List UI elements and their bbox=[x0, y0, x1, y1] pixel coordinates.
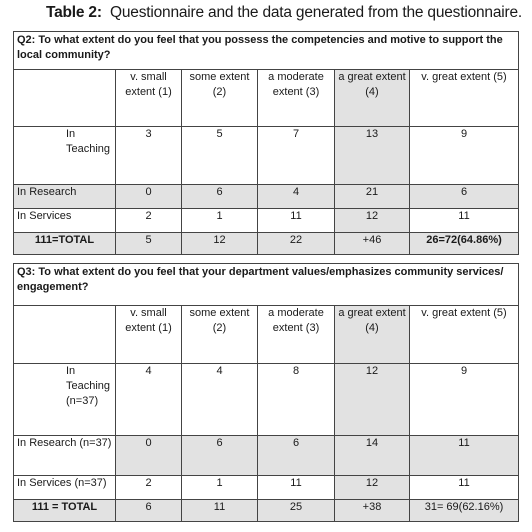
q2-cell: 21 bbox=[335, 185, 410, 209]
q3-row-label: In Services (n=37) bbox=[14, 476, 116, 500]
q3-cell: 8 bbox=[258, 364, 335, 436]
q3-cell: 0 bbox=[116, 436, 182, 476]
q2-row-label: In Services bbox=[14, 209, 116, 233]
q2-cell: 7 bbox=[258, 127, 335, 185]
q3-cell: 2 bbox=[116, 476, 182, 500]
q3-cell: 6 bbox=[116, 500, 182, 522]
q2-header-3: a moderate extent (3) bbox=[258, 70, 335, 127]
q2-header-5: v. great extent (5) bbox=[410, 70, 519, 127]
q3-header-blank bbox=[14, 306, 116, 364]
q2-cell: 5 bbox=[116, 233, 182, 255]
q2-cell: 3 bbox=[116, 127, 182, 185]
table-caption bbox=[46, 4, 522, 22]
q2-header-2: some extent (2) bbox=[182, 70, 258, 127]
q2-row-total bbox=[14, 233, 519, 255]
q2-cell: 11 bbox=[258, 209, 335, 233]
q3-cell: 12 bbox=[335, 476, 410, 500]
q3-cell: 11 bbox=[410, 436, 519, 476]
q3-table bbox=[13, 263, 519, 522]
q2-cell: 0 bbox=[116, 185, 182, 209]
q3-row-services bbox=[14, 476, 519, 500]
q3-cell: 25 bbox=[258, 500, 335, 522]
q3-question: Q3: To what extent do you feel that your department values/emphasizes community services/ engagement? bbox=[14, 264, 519, 306]
q3-row-teaching bbox=[14, 364, 519, 436]
q2-cell: 13 bbox=[335, 127, 410, 185]
q3-cell: 11 bbox=[258, 476, 335, 500]
q2-cell: 6 bbox=[182, 185, 258, 209]
q3-row-research bbox=[14, 436, 519, 476]
q2-cell: 9 bbox=[410, 127, 519, 185]
q3-cell: 12 bbox=[335, 364, 410, 436]
q2-question: Q2: To what extent do you feel that you possess the competencies and motive to support the local community? bbox=[14, 32, 519, 70]
q3-cell: 9 bbox=[410, 364, 519, 436]
q2-row-research bbox=[14, 185, 519, 209]
q2-cell: 26=72(64.86%) bbox=[410, 233, 519, 255]
q3-cell: 11 bbox=[410, 476, 519, 500]
q2-table bbox=[13, 31, 519, 255]
q3-header-4: a great extent (4) bbox=[335, 306, 410, 364]
q2-header-blank bbox=[14, 70, 116, 127]
q3-cell: 1 bbox=[182, 476, 258, 500]
q2-header-4: a great extent (4) bbox=[335, 70, 410, 127]
q2-cell: 5 bbox=[182, 127, 258, 185]
q2-cell: 12 bbox=[335, 209, 410, 233]
q2-row-label: 111=TOTAL bbox=[14, 233, 116, 255]
q3-cell: 4 bbox=[116, 364, 182, 436]
q3-cell: 6 bbox=[258, 436, 335, 476]
q2-row-services bbox=[14, 209, 519, 233]
q2-row-label: In Research bbox=[14, 185, 116, 209]
q3-question-row bbox=[14, 264, 519, 306]
q2-cell: 1 bbox=[182, 209, 258, 233]
caption-text: Questionnaire and the data generated from the questionnaire. bbox=[110, 4, 522, 21]
q2-row-teaching bbox=[14, 127, 519, 185]
q3-header-5: v. great extent (5) bbox=[410, 306, 519, 364]
q3-header-row bbox=[14, 306, 519, 364]
q3-cell: 6 bbox=[182, 436, 258, 476]
q2-cell: 12 bbox=[182, 233, 258, 255]
q3-row-label: In Research (n=37) bbox=[14, 436, 116, 476]
q3-cell: +38 bbox=[335, 500, 410, 522]
q3-cell: 14 bbox=[335, 436, 410, 476]
q3-row-label: 111 = TOTAL bbox=[14, 500, 116, 522]
q2-header-row bbox=[14, 70, 519, 127]
q2-cell: 2 bbox=[116, 209, 182, 233]
q2-cell: 11 bbox=[410, 209, 519, 233]
q3-cell: 4 bbox=[182, 364, 258, 436]
q2-cell: 22 bbox=[258, 233, 335, 255]
q2-question-row bbox=[14, 32, 519, 70]
caption-label: Table 2: bbox=[45, 4, 102, 21]
q2-cell: +46 bbox=[335, 233, 410, 255]
q3-cell: 31= 69(62.16%) bbox=[410, 500, 519, 522]
q2-header-1: v. small extent (1) bbox=[116, 70, 182, 127]
q3-row-label: In Teaching (n=37) bbox=[14, 364, 116, 436]
q3-header-2: some extent (2) bbox=[182, 306, 258, 364]
q3-header-1: v. small extent (1) bbox=[116, 306, 182, 364]
q3-row-total bbox=[14, 500, 519, 522]
q2-cell: 4 bbox=[258, 185, 335, 209]
q2-cell: 6 bbox=[410, 185, 519, 209]
q3-cell: 11 bbox=[182, 500, 258, 522]
q3-header-3: a moderate extent (3) bbox=[258, 306, 335, 364]
q2-row-label: In Teaching bbox=[14, 127, 116, 185]
